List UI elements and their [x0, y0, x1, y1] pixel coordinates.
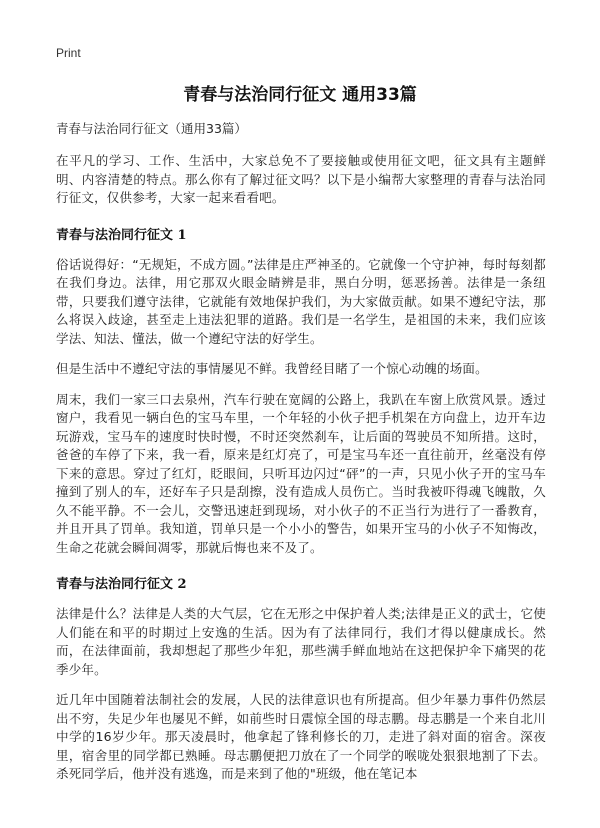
section-2-paragraph-2: 近几年中国随着法制社会的发展，人民的法律意识也有所提高。但少年暴力事件仍然层出不穷，失足少年也屡见不鲜，如前些时日震惊全国的母志鹏。母志鹏是一个来自北川中学的16岁少年。那天凌晨时，他拿起了锋利修长的刀，走进了斜对面的宿舍。深夜里，宿舍里的同学都已熟睡。母志鹏便把刀放在了一个同学的喉咙处狠狠地割了下去。杀死同学后，他并没有逃逸，而是来到了他的"班级，他在笔记本 [56, 692, 546, 781]
section-2-paragraph-1: 法律是什么？法律是人类的大气层，它在无形之中保护着人类;法律是正义的武士，它使人们能在和平的时期过上安逸的生活。因为有了法律同行，我们才得以健康成长。然而，在法律面前，我却想起了那些少年犯，那些满手鲜血地站在这把保护伞下痛哭的花季少年。 [56, 606, 546, 677]
section-1-paragraph-1: 俗话说得好：“无规矩，不成方圆。”法律是庄严神圣的。它就像一个守护神，每时每刻都在我们身边。法律，用它那双火眼金睛辨是非，黑白分明，惩恶扬善。法律是一条纽带，只要我们遵守法律，它就能有效地保护我们，为大家做贡献。如果不遵纪守法，那么将误入歧途，甚至走上违法犯罪的道路。我们是一名学生，是祖国的未来，我们应该学法、知法、懂法，做一个遵纪守法的好学生。 [56, 256, 546, 346]
article-subtitle: 青春与法治同行征文（通用33篇） [56, 121, 247, 136]
print-link[interactable]: Print [56, 46, 81, 60]
section-heading-1: 青春与法治同行征文 1 [56, 227, 187, 243]
section-heading-2: 青春与法治同行征文 2 [56, 577, 187, 592]
page-title: 青春与法治同行征文 通用33篇 [183, 85, 417, 105]
section-1-paragraph-2: 但是生活中不遵纪守法的事情屡见不鲜。我曾经目睹了一个惊心动魄的场面。 [56, 361, 488, 376]
intro-paragraph: 在平凡的学习、工作、生活中，大家总免不了要接触或使用征文吧，征文具有主题鲜明、内容清楚的特点。那么你有了解过征文吗？以下是小编帮大家整理的青春与法治同行征文，仅供参考，大家一起来看看吧。 [56, 153, 546, 205]
article-body [56, 120, 546, 796]
section-1-paragraph-3: 周末，我们一家三口去泉州，汽车行驶在宽阔的公路上，我趴在车窗上欣赏风景。透过窗户，我看见一辆白色的宝马车里，一个年轻的小伙子把手机架在方向盘上，边开车边玩游戏，宝马车的速度时快时慢，不时还突然刹车，让后面的驾驶员不知所措。这时，爸爸的车停了下来，我一看，原来是红灯亮了，可是宝马车还一直往前开，丝毫没有停下来的意思。穿过了红灯，眨眼间，只听耳边闪过“砰”的一声，只见小伙子开的宝马车撞到了别人的车，还好车子只是刮擦，没有造成人员伤亡。当时我被吓得魂飞魄散，久久不能平静。不一会儿，交警迅速赶到现场，对小伙子的不正当行为进行了一番教育，并且开具了罚单。我知道，罚单只是一个小小的警告，如果开宝马的小伙子不知悔改，生命之花就会瞬间凋零，那就后悔也来不及了。 [56, 391, 546, 555]
